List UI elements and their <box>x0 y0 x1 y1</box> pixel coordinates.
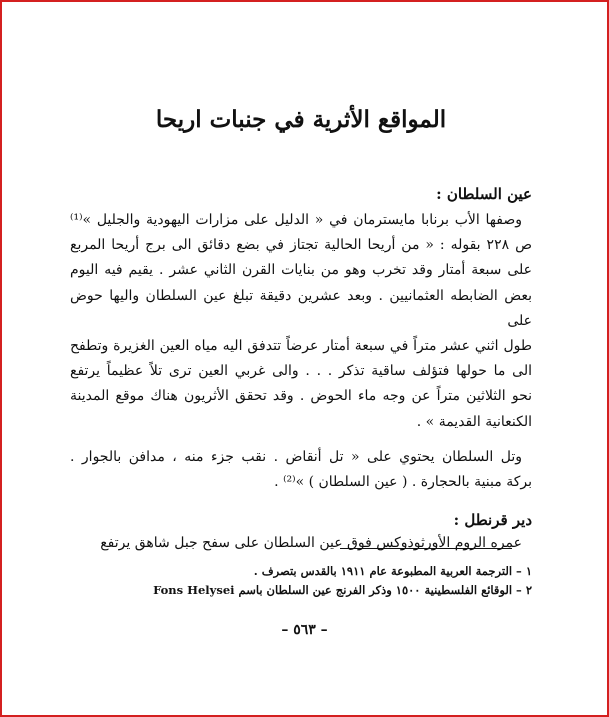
paragraph-line: نحو الثلاثين متراً عن وجه ماء الحوض . وقد تحقق الأثريون هناك موقع المدينة <box>70 388 532 405</box>
footnote-1: ١ – الترجمة العربية المطبوعة عام ١٩١١ بالقدس بتصرف . <box>253 564 532 578</box>
footnote-2: ٢ – الوقائع الفلسطينية ١٥٠٠ وذكر الفرنج عين السلطان باسم Fons Helysei <box>153 583 532 597</box>
paragraph-ain-sultan-description <box>70 208 532 435</box>
footnotes <box>70 562 532 600</box>
paragraph-line: طول اثني عشر متراً في سبعة أمتار عرضاً تتدفق اليه مياه العين الغزيرة وتطفح <box>70 338 532 355</box>
paragraph-line: ص ٢٢٨ بقوله : « من أريحا الحالية تجتاز في بضع دقائق الى برج أريحا المربع <box>70 237 532 254</box>
paragraph-line: الى ما حولها فتؤلف ساقية تذكر . . . والى غربي العين ترى تلاً عظيماً يرتفع <box>70 363 532 380</box>
paragraph-line: وصفها الأب برنابا مايسترمان في « الدليل على مزارات اليهودية والجليل »⁽¹⁾ <box>70 212 522 228</box>
page-title: المواقع الأثرية في جنبات اريحا <box>155 106 447 133</box>
footnote-separator <box>340 548 512 549</box>
paragraph-line: بركة مبنية بالحجارة . ( عين السلطان ) »⁽²⁾ . <box>274 474 532 491</box>
section-heading-deir-quruntul: دير قرنطل : <box>453 511 532 530</box>
document-page <box>70 95 532 556</box>
paragraph-tell-sultan <box>70 445 532 495</box>
section-heading-ain-sultan: عين السلطان : <box>436 185 532 203</box>
paragraph-line: بعض الضابطه العثمانيين . وبعد عشرين دقيقة تبلغ عين السلطان واليها حوض على <box>70 287 532 329</box>
paragraph-line: الكنعانية القديمة » . <box>416 413 532 430</box>
paragraph-line: وتل السلطان يحتوي على « تل أنقاض . نقب جزء منه ، مدافن بالجوار . <box>70 448 522 465</box>
paragraph-deir-quruntul <box>70 531 532 556</box>
page-number: – ٥٦٣ – <box>281 622 328 638</box>
paragraph-line: على سبعة أمتار وقد تخرب وهو من بنايات القرن الثاني عشر . يقيم فيه اليوم <box>70 262 532 279</box>
paragraph-line: عمره الروم الأورثوذوكس فوق عين السلطان على سفح جبل شاهق يرتفع <box>100 535 522 552</box>
